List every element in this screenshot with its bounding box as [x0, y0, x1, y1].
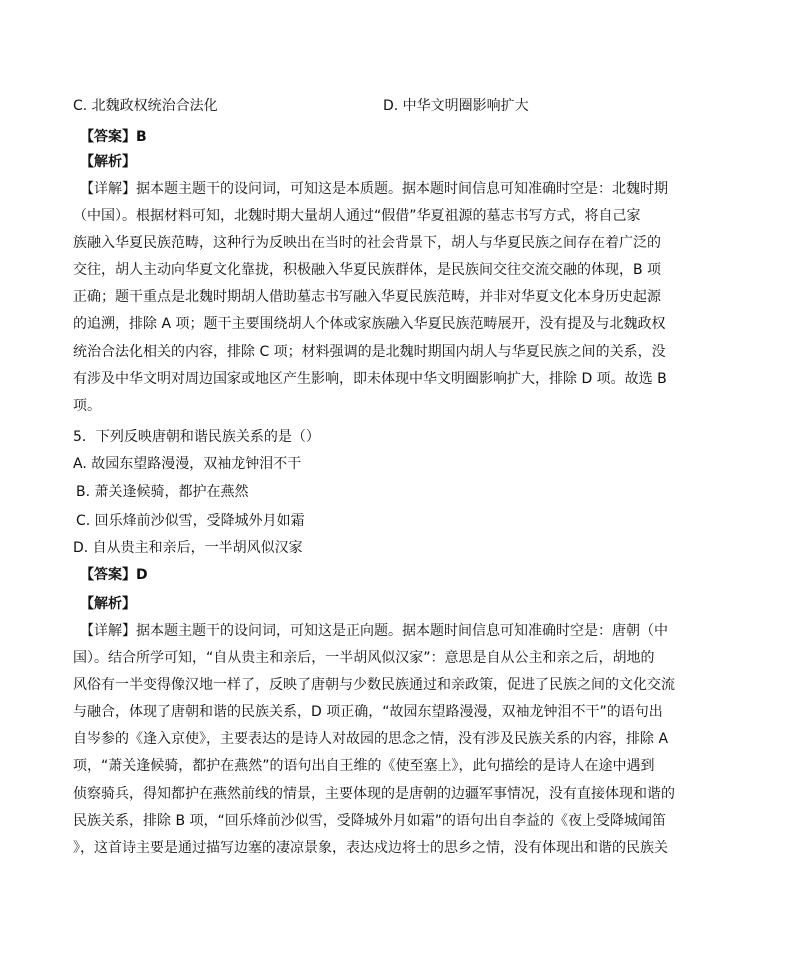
- q5-option-b: B. 萧关逢候骑，都护在燕然: [76, 484, 249, 500]
- q5-option-a: A. 故园东望路漫漫，双袖龙钟泪不干: [73, 456, 302, 472]
- q5-detail-line: 民族关系，排除 B 项，“回乐烽前沙似雪，受降城外月如霜”的语句出自李益的《夜上受降城闻笛: [73, 812, 667, 829]
- q5-detail-line: 【详解】据本题主题干的设问词，可知这是正向题。据本题时间信息可知准确时空是：唐朝（中: [80, 623, 668, 639]
- q4-detail-line: 有涉及中华文明对周边国家或地区产生影响，即未体现中华文明圈影响扩大，排除 D 项。故选 B: [73, 370, 667, 387]
- q4-answer: 【答案】B: [80, 129, 147, 145]
- q4-detail-line: 项。: [73, 397, 101, 414]
- q5-detail-line: 项，“萧关逢候骑，都护在燕然”的语句出自王维的《使至塞上》，此句描绘的是诗人在途中遇到: [73, 758, 655, 775]
- q4-detail-line: 正确；题干重点是北魏时期胡人借助墓志书写融入华夏民族范畴，并非对华夏文化本身历史起源: [73, 289, 661, 306]
- q5-detail-line: 与融合，体现了唐朝和谐的民族关系，D 项正确，“故园东望路漫漫，双袖龙钟泪不干”的语句出: [73, 704, 663, 721]
- q5-answer: 【答案】D: [80, 567, 148, 583]
- option-d-prev: D. 中华文明圈影响扩大: [383, 98, 529, 114]
- q4-detail-line: 族融入华夏民族范畴，这种行为反映出在当时的社会背景下，胡人与华夏民族之间存在着广泛的: [73, 235, 661, 252]
- q4-analysis-label: 【解析】: [80, 154, 136, 170]
- q4-detail-line: 交往，胡人主动向华夏文化靠拢，积极融入华夏民族群体，是民族间交往交流交融的体现，B 项: [73, 262, 662, 279]
- q4-detail-line: 【详解】据本题主题干的设问词，可知这是本质题。据本题时间信息可知准确时空是：北魏时期: [80, 181, 668, 197]
- q5-stem: 5．下列反映唐朝和谐民族关系的是（）: [73, 429, 320, 445]
- q4-detail-line: 的追溯，排除 A 项；题干主要围绕胡人个体或家族融入华夏民族范畴展开，没有提及与北魏政权: [73, 316, 666, 333]
- q5-detail-line: 侦察骑兵，得知都护在燕然前线的情景，主要体现的是唐朝的边疆军事情况，没有直接体现和谐的: [73, 785, 675, 802]
- q5-detail-line: 》，这首诗主要是通过描写边塞的凄凉景象，表达戍边将士的思乡之情，没有体现出和谐的民族关: [73, 839, 668, 856]
- q5-option-c: C. 回乐烽前沙似雪，受降城外月如霜: [76, 513, 305, 529]
- q5-detail: [73, 618, 692, 862]
- q5-detail-line: 自岑参的《逢入京使》，主要表达的是诗人对故园的思念之情，没有涉及民族关系的内容，排除 A: [73, 731, 669, 748]
- q5-option-d: D. 自从贵主和亲后，一半胡风似汉家: [73, 540, 303, 556]
- q5-detail-line: 风俗有一半变得像汉地一样了，反映了唐朝与少数民族通过和亲政策，促进了民族之间的文化交流: [73, 677, 675, 694]
- q4-detail-line: （中国）。根据材料可知，北魏时期大量胡人通过“假借”华夏祖源的墓志书写方式，将自己家: [73, 208, 641, 225]
- q5-detail-line: 国）。结合所学可知，“自从贵主和亲后，一半胡风似汉家”：意思是自从公主和亲之后，胡地的: [73, 650, 655, 667]
- q4-detail: [73, 176, 692, 420]
- q4-detail-line: 统治合法化相关的内容，排除 C 项；材料强调的是北魏时期国内胡人与华夏民族之间的关系，没: [73, 343, 666, 360]
- option-c-prev: C. 北魏政权统治合法化: [73, 98, 218, 114]
- q5-analysis-label: 【解析】: [80, 596, 136, 612]
